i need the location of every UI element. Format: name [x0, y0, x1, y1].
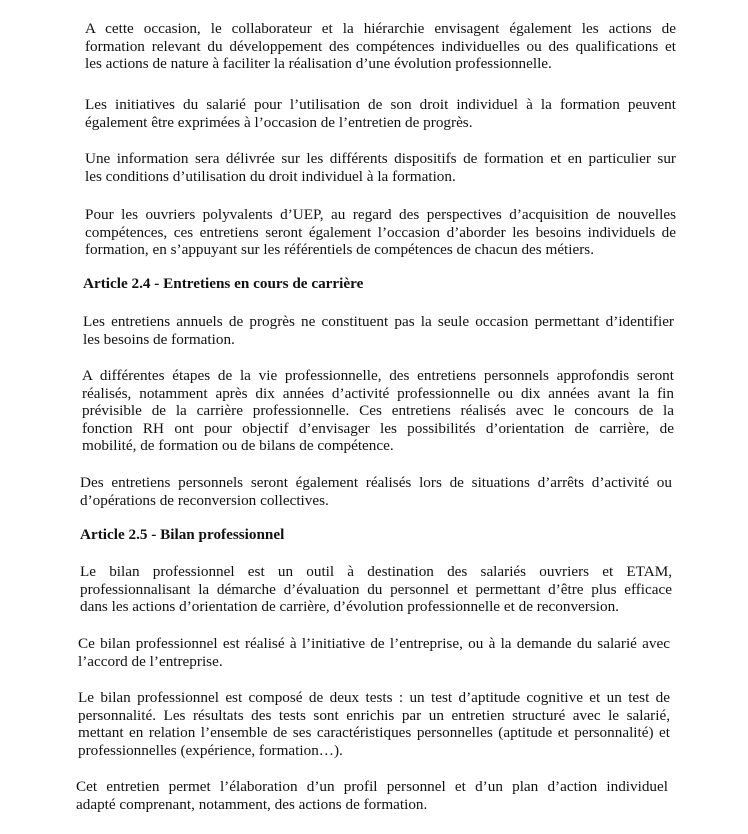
- paragraph-information-dispositifs: [85, 150, 676, 185]
- text-line: adapté comprenant, notamment, des actions de formation.: [76, 795, 428, 813]
- paragraph-initiatives-salarie: [85, 96, 676, 131]
- text-line: les conditions d’utilisation du droit individuel à la formation.: [85, 167, 456, 185]
- text-line: Une information sera délivrée sur les différents dispositifs de formation et en particulier sur: [85, 150, 676, 167]
- text-line: mobilité, de formation ou de bilans de compétence.: [82, 437, 394, 455]
- text-line: fonction RH ont pour objectif d’envisager les possibilités d’orientation de carrière, de: [82, 419, 674, 437]
- section-heading-article-2-5: Article 2.5 - Bilan professionnel: [80, 526, 285, 543]
- paragraph-entretiens-personnels: [82, 367, 674, 455]
- paragraph-actions-formation: [85, 20, 676, 73]
- paragraph-bilan-outil: [80, 563, 672, 616]
- paragraph-entretiens-annuels: [83, 313, 674, 348]
- text-line: formation relevant du développement des compétences individuelles ou des qualifications et: [85, 37, 676, 55]
- paragraph-arrets-activite: [80, 474, 672, 509]
- text-line: mettant en relation l’ensemble de ses caractéristiques personnelles (aptitude et personnalité) et: [78, 724, 670, 742]
- text-line: Les entretiens annuels de progrès ne constituent pas la seule occasion permettant d’identifier: [83, 313, 674, 330]
- text-line: d’opérations de reconversion collectives.: [80, 491, 329, 509]
- text-line: Des entretiens personnels seront également réalisés lors de situations d’arrêts d’activité ou: [80, 474, 672, 491]
- text-line: Le bilan professionnel est un outil à destination des salariés ouvriers et ETAM,: [80, 563, 672, 580]
- text-line: dans les actions d’orientation de carrière, d’évolution professionnelle et de reconversion.: [80, 598, 619, 616]
- text-line: Pour les ouvriers polyvalents d’UEP, au regard des perspectives d’acquisition de nouvelles: [85, 206, 676, 223]
- section-heading-article-2-4: Article 2.4 - Entretiens en cours de carrière: [83, 275, 364, 292]
- text-line: professionnelles (expérience, formation…).: [78, 741, 343, 759]
- text-line: A cette occasion, le collaborateur et la hiérarchie envisagent également les actions de: [85, 20, 676, 37]
- paragraph-bilan-tests: [78, 689, 670, 759]
- text-line: personnalité. Les résultats des tests sont enrichis par un entretien structuré avec le salarié,: [78, 706, 670, 724]
- text-line: également être exprimées à l’occasion de l’entretien de progrès.: [85, 113, 473, 131]
- text-line: l’accord de l’entreprise.: [78, 652, 223, 670]
- text-line: Ce bilan professionnel est réalisé à l’initiative de l’entreprise, ou à la demande du salarié avec: [78, 635, 670, 652]
- text-line: Le bilan professionnel est composé de deux tests : un test d’aptitude cognitive et un test de: [78, 689, 670, 706]
- text-line: Les initiatives du salarié pour l’utilisation de son droit individuel à la formation peuvent: [85, 96, 676, 113]
- text-line: Cet entretien permet l’élaboration d’un profil personnel et d’un plan d’action individuel: [76, 778, 668, 795]
- paragraph-profil-personnel: [76, 778, 668, 813]
- paragraph-ouvriers-polyvalents: [85, 206, 676, 259]
- text-line: prévisible de la carrière professionnelle. Ces entretiens réalisés avec le concours de la: [82, 402, 674, 420]
- text-line: formation, en s’appuyant sur les référentiels de compétences de chacun des métiers.: [85, 241, 595, 259]
- text-line: réalisés, notamment après dix années d’activité professionnelle ou dix années avant la fin: [82, 384, 674, 402]
- text-line: professionnalisant la démarche d’évaluation du personnel et permettant d’être plus efficace: [80, 580, 672, 598]
- paragraph-bilan-initiative: [78, 635, 670, 670]
- text-line: A différentes étapes de la vie professionnelle, des entretiens personnels approfondis seront: [82, 367, 674, 384]
- text-line: les besoins de formation.: [83, 330, 235, 348]
- text-line: compétences, ces entretiens seront également l’occasion d’aborder les besoins individuels de: [85, 223, 676, 241]
- text-line: les actions de nature à faciliter la réalisation d’une évolution professionnelle.: [85, 55, 552, 73]
